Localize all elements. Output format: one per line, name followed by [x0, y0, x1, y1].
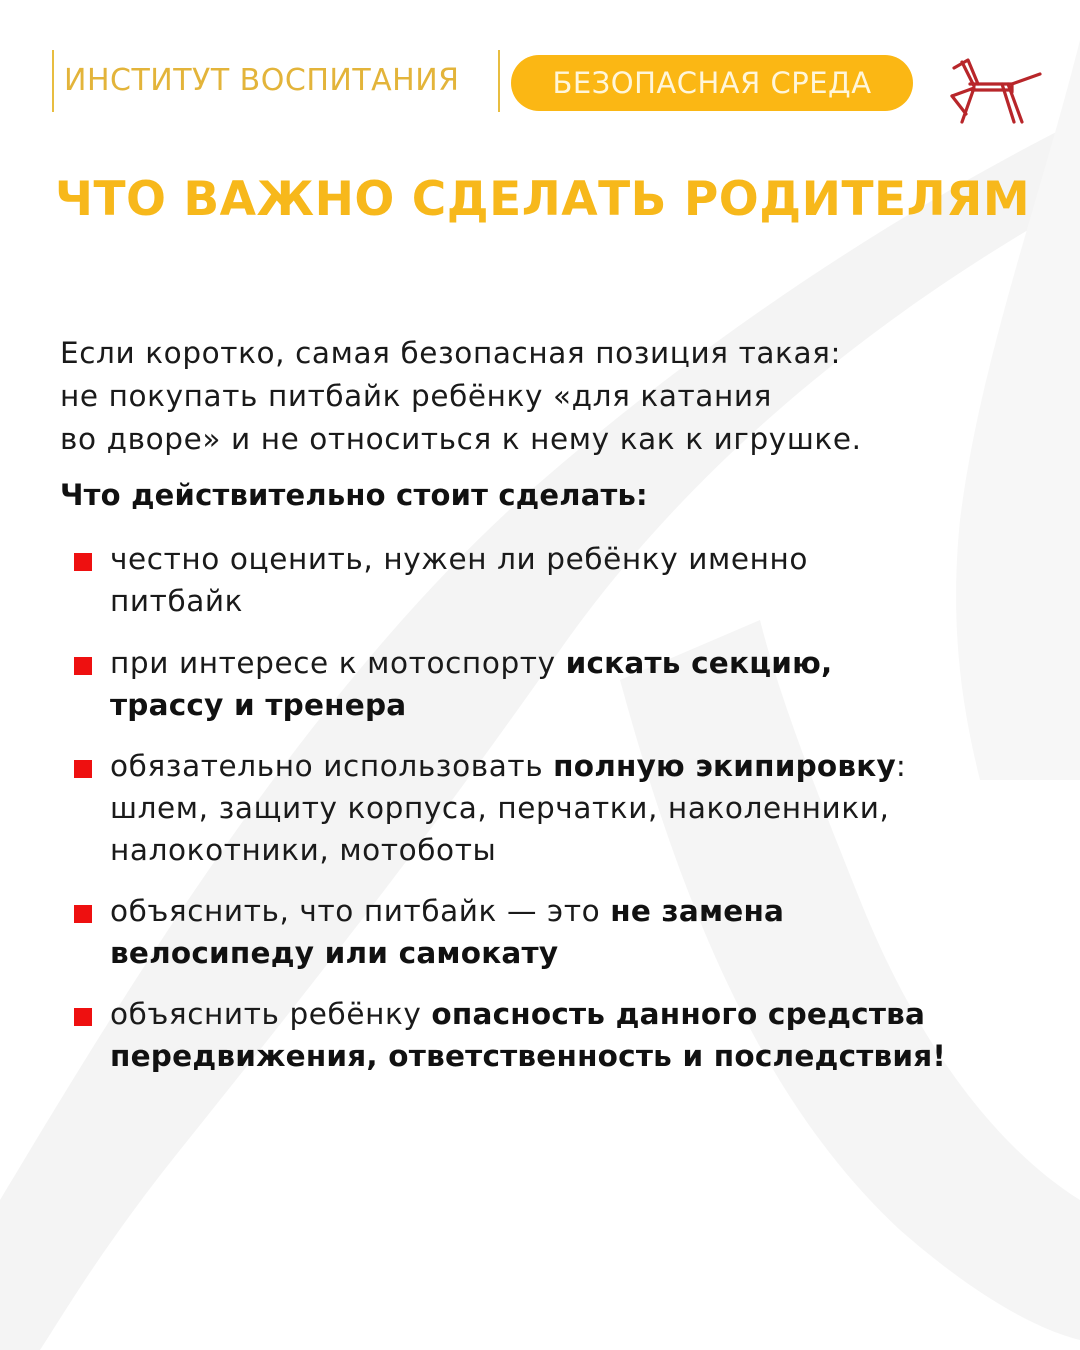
- text-span: питбайк: [110, 584, 244, 618]
- bold-text-span: искать секцию,: [565, 646, 833, 680]
- page-title: ЧТО ВАЖНО СДЕЛАТЬ РОДИТЕЛЯМ: [55, 172, 1031, 227]
- list-item-line: [110, 932, 1060, 974]
- list-item-text: [110, 642, 1060, 726]
- list-item-text: [110, 993, 1060, 1077]
- bold-text-span: опасность данного средства: [431, 997, 926, 1031]
- bold-text-span: трассу и тренера: [110, 688, 407, 722]
- list-item-line: [110, 829, 1060, 871]
- text-span: честно оценить, нужен ли ребёнку именно: [110, 542, 809, 576]
- intro-line: не покупать питбайк ребёнку «для катания: [60, 379, 772, 413]
- list-item-line: [110, 890, 1060, 932]
- intro-paragraph: [60, 332, 1000, 461]
- bullet-square-icon: [74, 1008, 92, 1026]
- list-heading: Что действительно стоит сделать:: [60, 478, 648, 512]
- bullet-square-icon: [74, 760, 92, 778]
- bold-text-span: велосипеду или самокату: [110, 936, 559, 970]
- section-badge-label: БЕЗОПАСНАЯ СРЕДА: [552, 66, 872, 100]
- bold-text-span: полную экипировку: [553, 749, 896, 783]
- list-item-text: [110, 890, 1060, 974]
- header-divider: [52, 50, 54, 112]
- header-divider: [498, 50, 500, 112]
- text-span: при интересе к мотоспорту: [110, 646, 566, 680]
- header: [0, 0, 1080, 140]
- list-item-text: [110, 745, 1060, 871]
- intro-line: во дворе» и не относиться к нему как к игрушке.: [60, 422, 862, 456]
- horse-logo-icon: [948, 48, 1044, 128]
- bullet-square-icon: [74, 553, 92, 571]
- list-item-line: [110, 580, 1060, 622]
- list-item-line: [110, 745, 1060, 787]
- text-span: :: [895, 749, 907, 783]
- list-item-line: [110, 538, 1060, 580]
- text-span: объяснить, что питбайк — это: [110, 894, 611, 928]
- intro-line: Если коротко, самая безопасная позиция такая:: [60, 336, 842, 370]
- list-item-line: [110, 1035, 1060, 1077]
- bold-text-span: передвижения, ответственность и последствия!: [110, 1039, 947, 1073]
- org-name: ИНСТИТУТ ВОСПИТАНИЯ: [64, 63, 460, 98]
- list-item-line: [110, 642, 1060, 684]
- text-span: объяснить ребёнку: [110, 997, 432, 1031]
- list-item-line: [110, 993, 1060, 1035]
- bold-text-span: не замена: [610, 894, 785, 928]
- bullet-square-icon: [74, 657, 92, 675]
- bullet-square-icon: [74, 905, 92, 923]
- list-item-line: [110, 684, 1060, 726]
- list-item-text: [110, 538, 1060, 622]
- text-span: шлем, защиту корпуса, перчатки, наколенники,: [110, 791, 890, 825]
- text-span: обязательно использовать: [110, 749, 554, 783]
- text-span: налокотники, мотоботы: [110, 833, 497, 867]
- section-badge: [511, 55, 913, 111]
- list-item-line: [110, 787, 1060, 829]
